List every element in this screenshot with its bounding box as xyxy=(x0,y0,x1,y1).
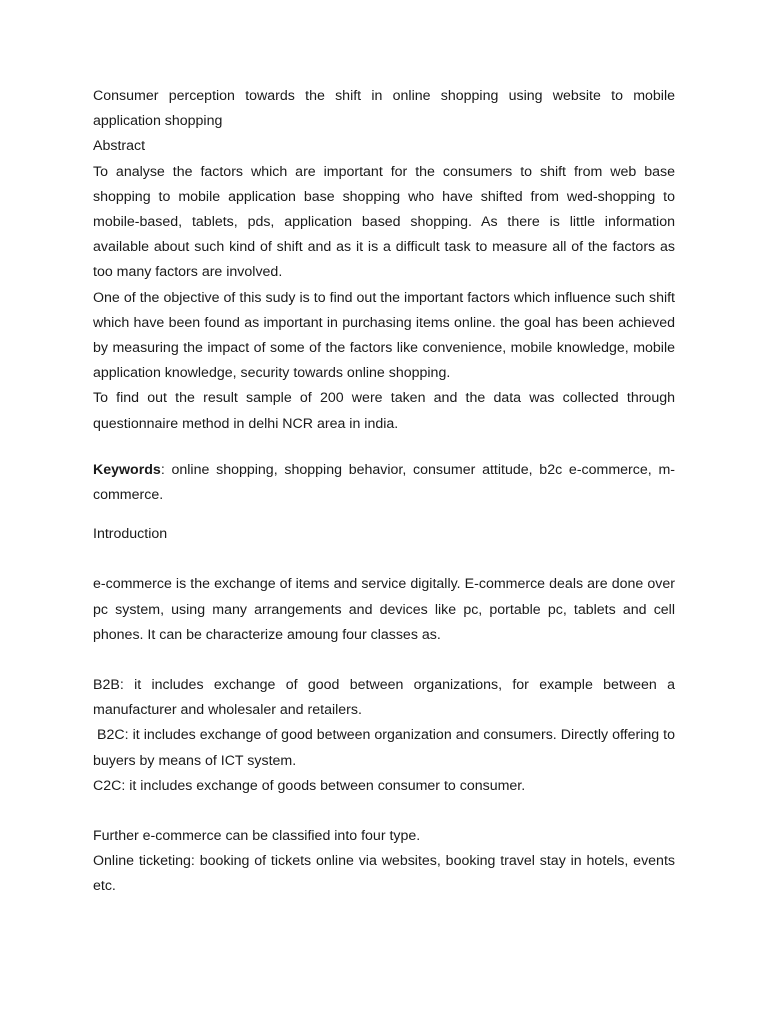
further-classification-line: Further e-commerce can be classified into four type. xyxy=(93,828,421,845)
abstract-paragraph-3: To find out the result sample of 200 were taken and the data was collected through questionnaire method in delhi NCR area in india. xyxy=(93,390,675,432)
class-b2b: B2B: it includes exchange of good between organizations, for example between a manufacturer and wholesaler and retailers. xyxy=(93,677,675,719)
abstract-heading: Abstract xyxy=(93,138,146,155)
document-page xyxy=(93,84,679,900)
class-c2c: C2C: it includes exchange of goods between consumer to consumer. xyxy=(93,777,526,794)
online-ticketing-paragraph: Online ticketing: booking of tickets online via websites, booking travel stay in hotels, events etc. xyxy=(93,853,675,895)
keywords-text: : online shopping, shopping behavior, consumer attitude, b2c e-commerce, m-commerce. xyxy=(93,461,675,504)
paper-title: Consumer perception towards the shift in online shopping using website to mobile application shopping xyxy=(93,88,675,130)
class-b2c: B2C: it includes exchange of good between organization and consumers. Directly offering to buyers by means of ICT system. xyxy=(93,727,679,769)
introduction-heading: Introduction xyxy=(93,526,168,543)
abstract-paragraph-1: To analyse the factors which are important for the consumers to shift from web base shopping to mobile application base shopping who have shifted from wed-shopping to mobile-based, tablets, pds, application based shopping. As there is little information available about such kind of shift and as it is a difficult task to measure all of the factors as too many factors are involved. xyxy=(93,163,675,281)
keywords-line xyxy=(93,458,675,508)
keywords-label: Keywords xyxy=(93,461,161,478)
abstract-paragraph-2: One of the objective of this sudy is to find out the important factors which influence such shift which have been found as important in purchasing items online. the goal has been achieved by measuring the impact of some of the factors like convenience, mobile knowledge, mobile application knowledge, security towards online shopping. xyxy=(93,289,675,382)
intro-paragraph: e-commerce is the exchange of items and service digitally. E-commerce deals are done over pc system, using many arrangements and devices like pc, portable pc, tablets and cell phones. It can be characterize amoung four classes as. xyxy=(93,576,675,643)
